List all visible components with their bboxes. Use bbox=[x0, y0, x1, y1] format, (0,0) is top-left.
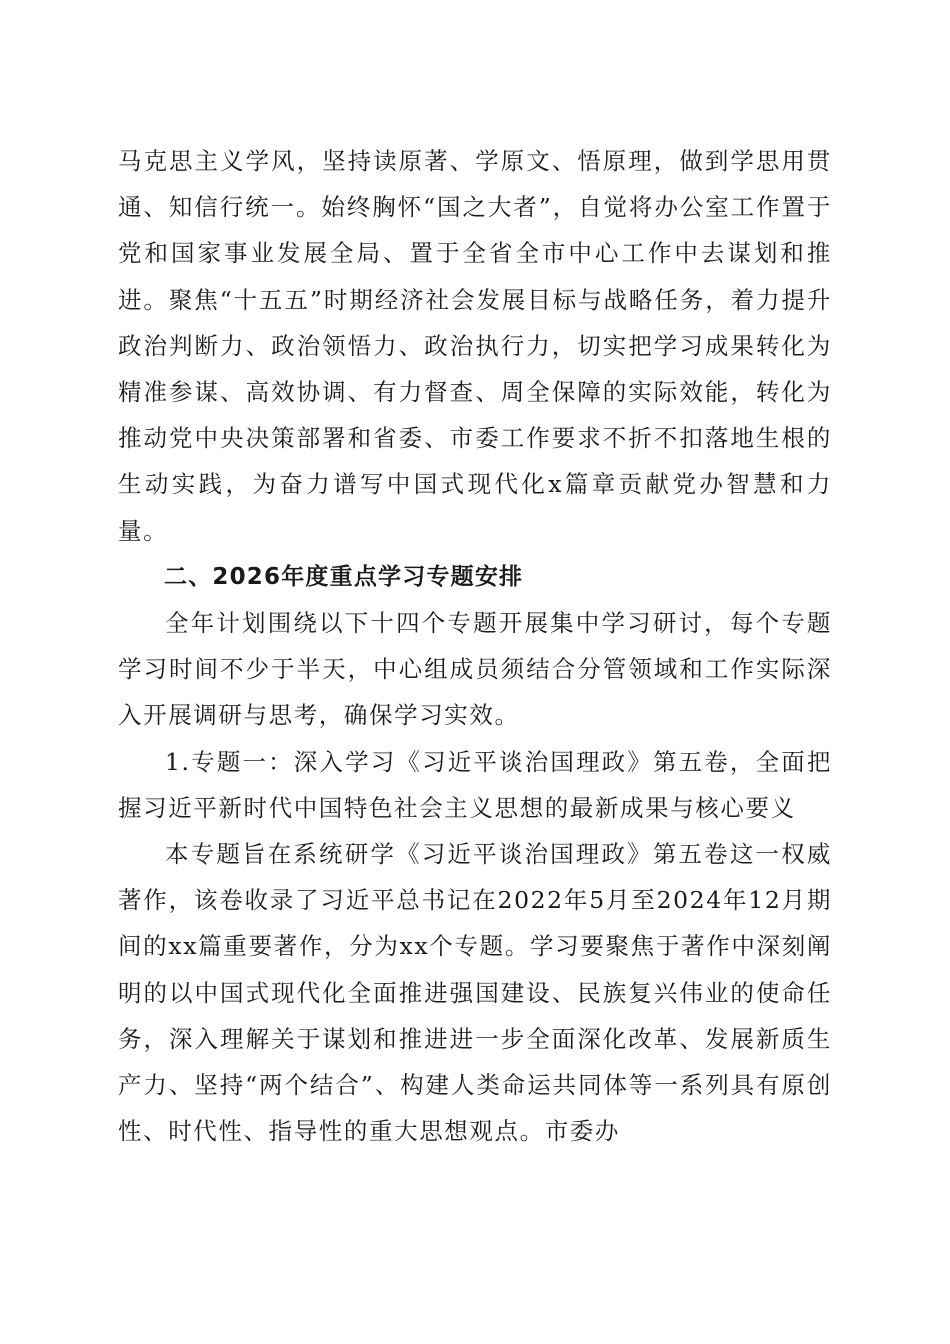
paragraph-topic-body: 本专题旨在系统研学《习近平谈治国理政》第五卷这一权威著作，该卷收录了习近平总书记在2022年5月至2024年12月期间的xx篇重要著作，分为xx个专题。学习要聚焦于著作中深刻阐明的以中国式现代化全面推进强国建设、民族复兴伟业的使命任务，深入理解关于谋划和推进进一步全面深化改革、发展新质生产力、坚持“两个结合”、构建人类命运共同体等一系列具有原创性、时代性、指导性的重大思想观点。市委办 bbox=[118, 840, 832, 1146]
paragraph-intro: 全年计划围绕以下十四个专题开展集中学习研讨，每个专题学习时间不少于半天，中心组成员须结合分管领域和工作实际深入开展调研与思考，确保学习实效。 bbox=[118, 609, 832, 730]
topic-title: 1.专题一：深入学习《习近平谈治国理政》第五卷，全面把握习近平新时代中国特色社会主义思想的最新成果与核心要义 bbox=[118, 747, 832, 822]
section-heading: 二、2026年度重点学习专题安排 bbox=[164, 563, 524, 590]
paragraph-continuation: 马克思主义学风，坚持读原著、学原文、悟原理，做到学思用贯通、知信行统一。始终胸怀“国之大者”，自觉将办公室工作置于党和国家事业发展全局、置于全省全市中心工作中去谋划和推进。聚焦“十五五”时期经济社会发展目标与战略任务，着力提升政治判断力、政治领悟力、政治执行力，切实把学习成果转化为精准参谋、高效协调、有力督查、周全保障的实际效能，转化为推动党中央决策部署和省委、市委工作要求不折不扣落地生根的生动实践，为奋力谱写中国式现代化x篇章贡献党办智慧和力量。 bbox=[118, 147, 832, 545]
document-body bbox=[118, 138, 832, 1154]
